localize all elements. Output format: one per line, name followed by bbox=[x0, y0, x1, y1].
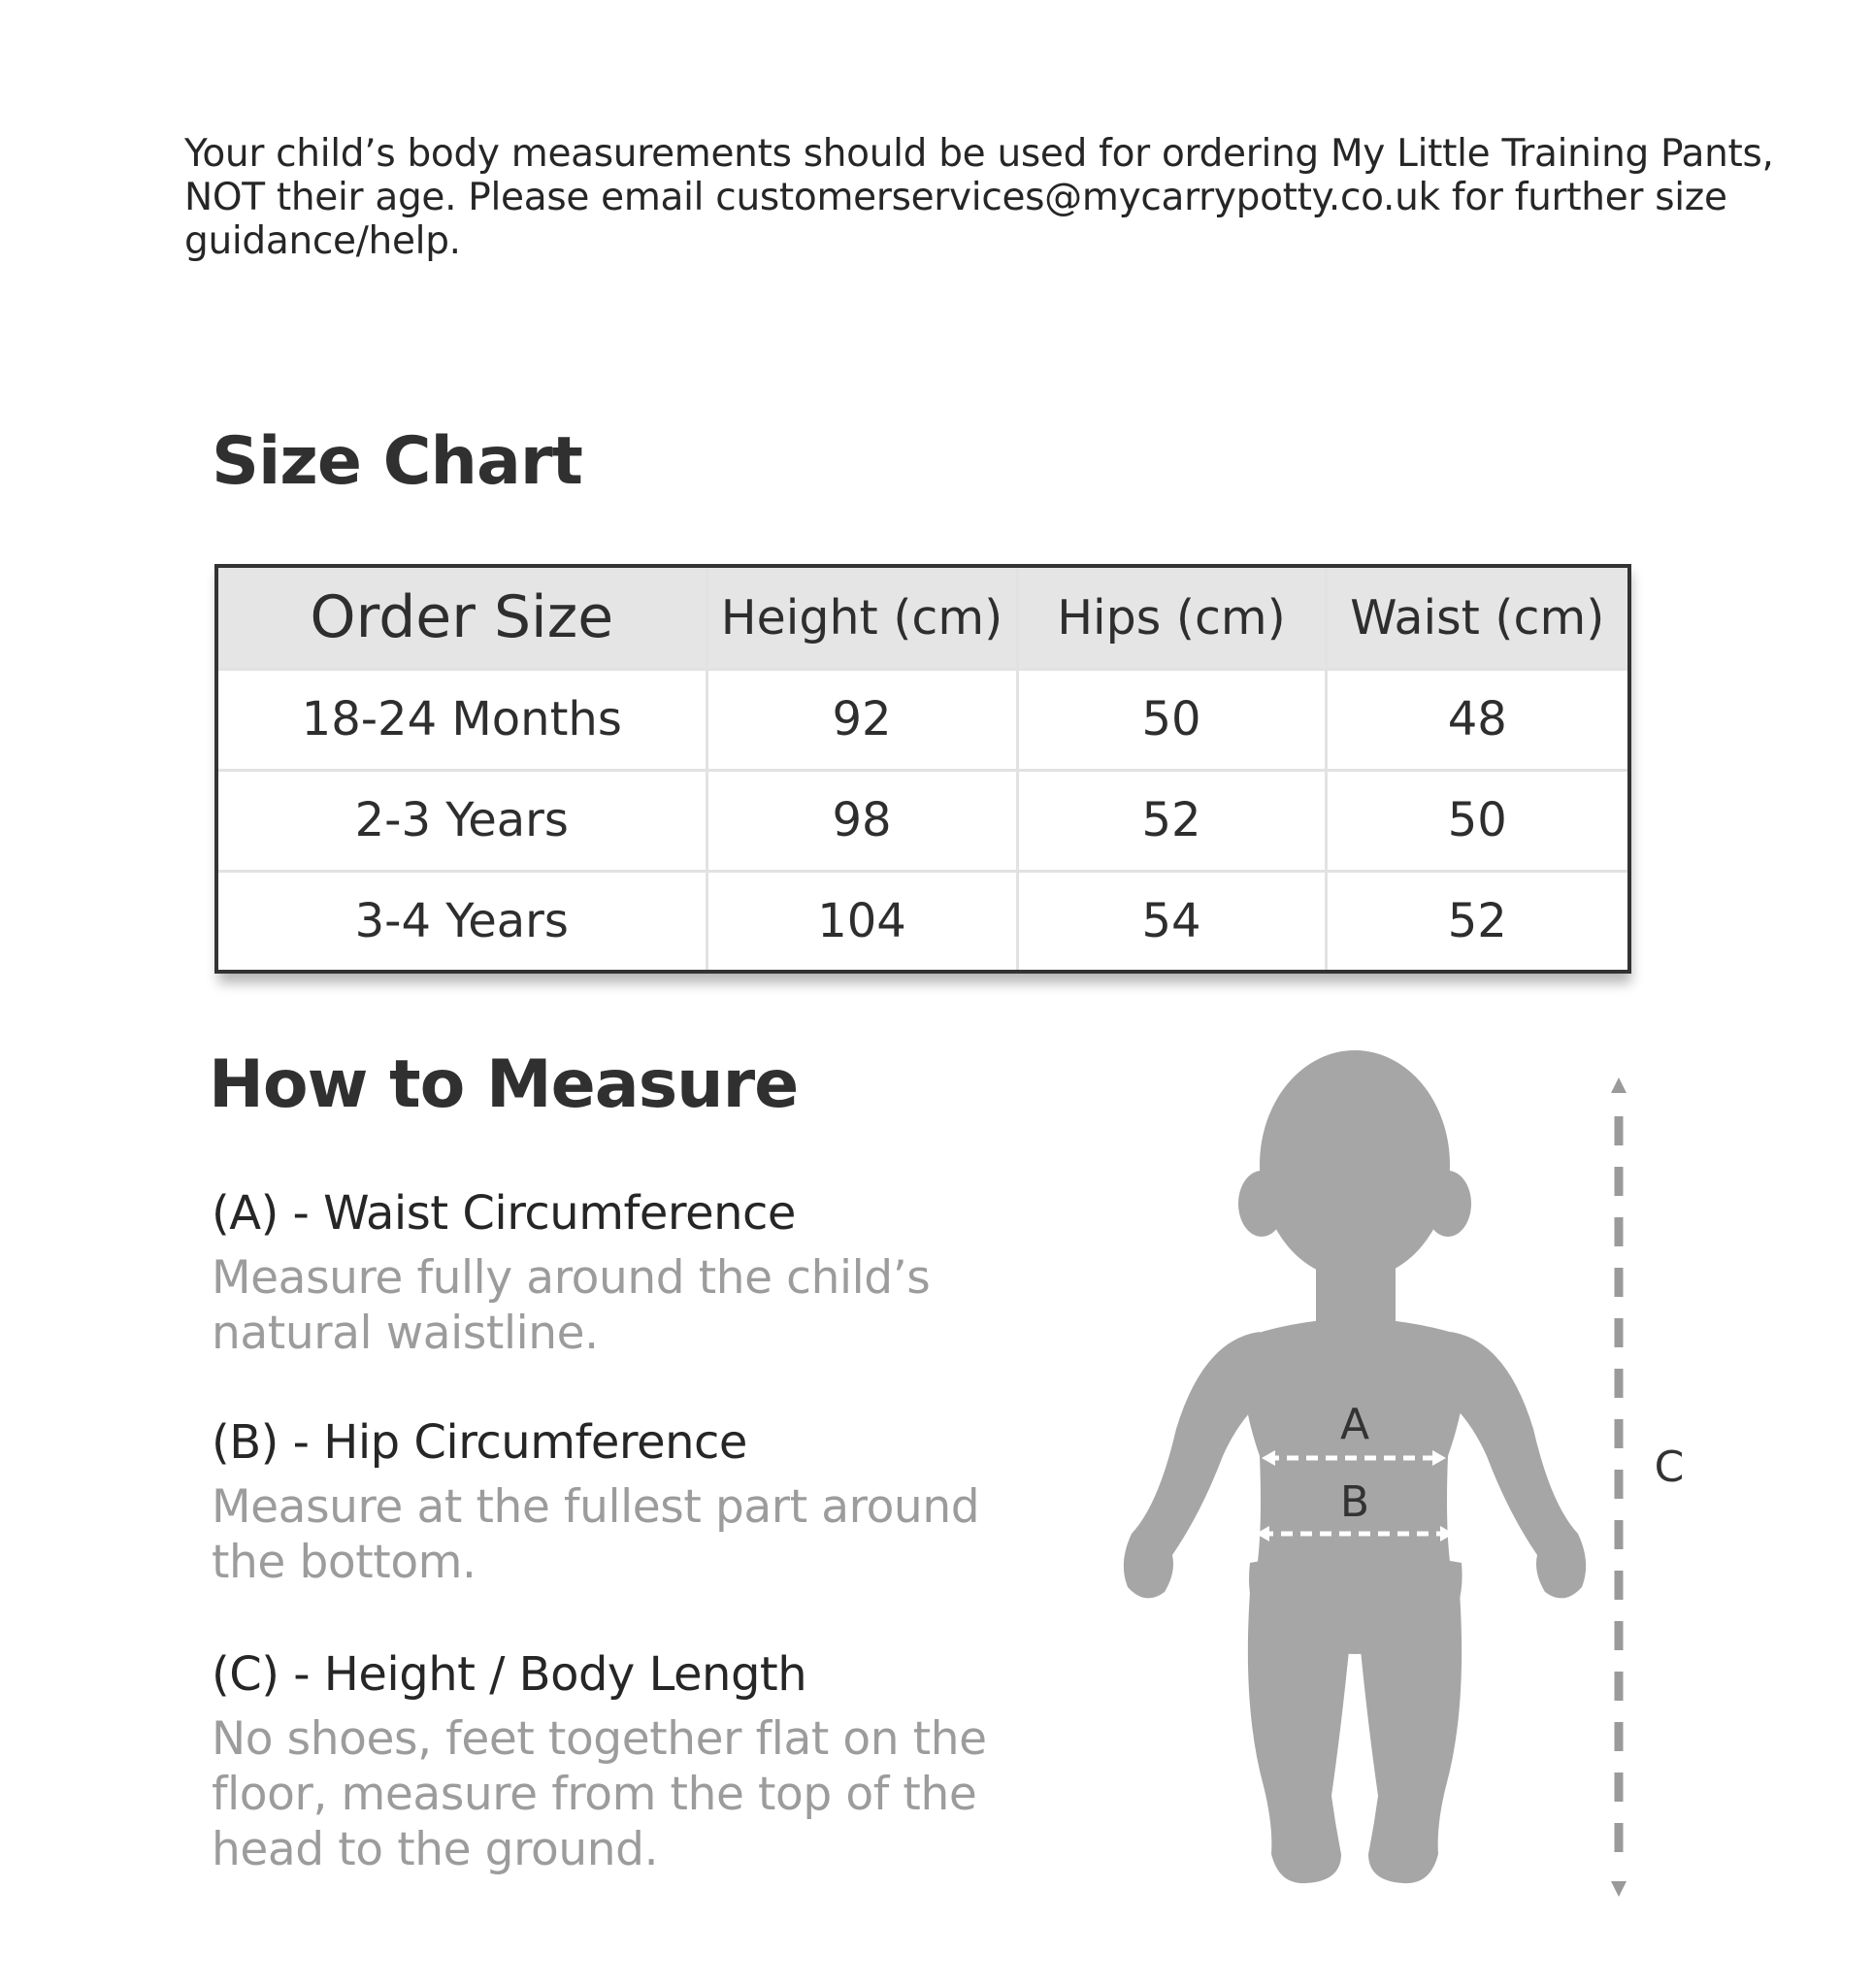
baby-body bbox=[1124, 1050, 1586, 1883]
label-c: C bbox=[1654, 1442, 1685, 1492]
baby-silhouette-icon bbox=[1087, 1048, 1766, 1903]
measurement-figure bbox=[1087, 1048, 1766, 1903]
cell-height: 92 bbox=[706, 669, 1017, 770]
cell-waist: 48 bbox=[1326, 669, 1629, 770]
intro-line: guidance/help. bbox=[184, 219, 461, 263]
how-to-measure-title: How to Measure bbox=[209, 1046, 799, 1123]
measure-desc-line: Measure fully around the child’s bbox=[212, 1251, 931, 1305]
label-b: B bbox=[1339, 1477, 1370, 1527]
header-order-size: Order Size bbox=[216, 566, 706, 669]
measure-desc-line: floor, measure from the top of the bbox=[212, 1768, 977, 1821]
table-row bbox=[216, 669, 1629, 770]
measure-description bbox=[212, 1250, 1085, 1361]
measure-desc-line: the bottom. bbox=[212, 1536, 476, 1589]
measure-desc-line: natural waistline. bbox=[212, 1307, 599, 1360]
cell-height: 98 bbox=[706, 770, 1017, 871]
size-chart-title: Size Chart bbox=[212, 423, 582, 500]
arrow-up-icon bbox=[1611, 1077, 1627, 1093]
measure-heading: (C) - Height / Body Length bbox=[212, 1647, 807, 1702]
measure-item-hip bbox=[212, 1415, 1085, 1590]
cell-order-size: 3-4 Years bbox=[216, 871, 706, 972]
intro-line: Your child’s body measurements should be used for ordering My Little Training Pants, bbox=[184, 132, 1774, 176]
measure-description bbox=[212, 1711, 1085, 1877]
height-measure-line bbox=[1611, 1077, 1627, 1897]
cell-hips: 50 bbox=[1017, 669, 1326, 770]
measure-desc-line: head to the ground. bbox=[212, 1823, 659, 1876]
measure-item-waist bbox=[212, 1186, 1085, 1361]
table-header-row bbox=[216, 566, 1629, 669]
intro-line: NOT their age. Please email customerservices@mycarrypotty.co.uk for further size bbox=[184, 176, 1727, 219]
cell-waist: 52 bbox=[1326, 871, 1629, 972]
cell-waist: 50 bbox=[1326, 770, 1629, 871]
measure-heading: (A) - Waist Circumference bbox=[212, 1186, 796, 1241]
cell-hips: 52 bbox=[1017, 770, 1326, 871]
table-row bbox=[216, 770, 1629, 871]
table-row bbox=[216, 871, 1629, 972]
measure-item-height bbox=[212, 1647, 1085, 1877]
cell-height: 104 bbox=[706, 871, 1017, 972]
size-chart-table bbox=[214, 564, 1631, 974]
header-waist: Waist (cm) bbox=[1326, 566, 1629, 669]
intro-text bbox=[184, 132, 1774, 263]
cell-order-size: 2-3 Years bbox=[216, 770, 706, 871]
arrow-down-icon bbox=[1611, 1881, 1627, 1897]
measure-desc-line: Measure at the fullest part around bbox=[212, 1480, 980, 1534]
measure-desc-line: No shoes, feet together flat on the bbox=[212, 1712, 987, 1766]
cell-order-size: 18-24 Months bbox=[216, 669, 706, 770]
cell-hips: 54 bbox=[1017, 871, 1326, 972]
header-hips: Hips (cm) bbox=[1017, 566, 1326, 669]
measure-heading: (B) - Hip Circumference bbox=[212, 1415, 747, 1470]
header-height: Height (cm) bbox=[706, 566, 1017, 669]
label-a: A bbox=[1339, 1400, 1370, 1449]
measure-description bbox=[212, 1479, 1085, 1590]
